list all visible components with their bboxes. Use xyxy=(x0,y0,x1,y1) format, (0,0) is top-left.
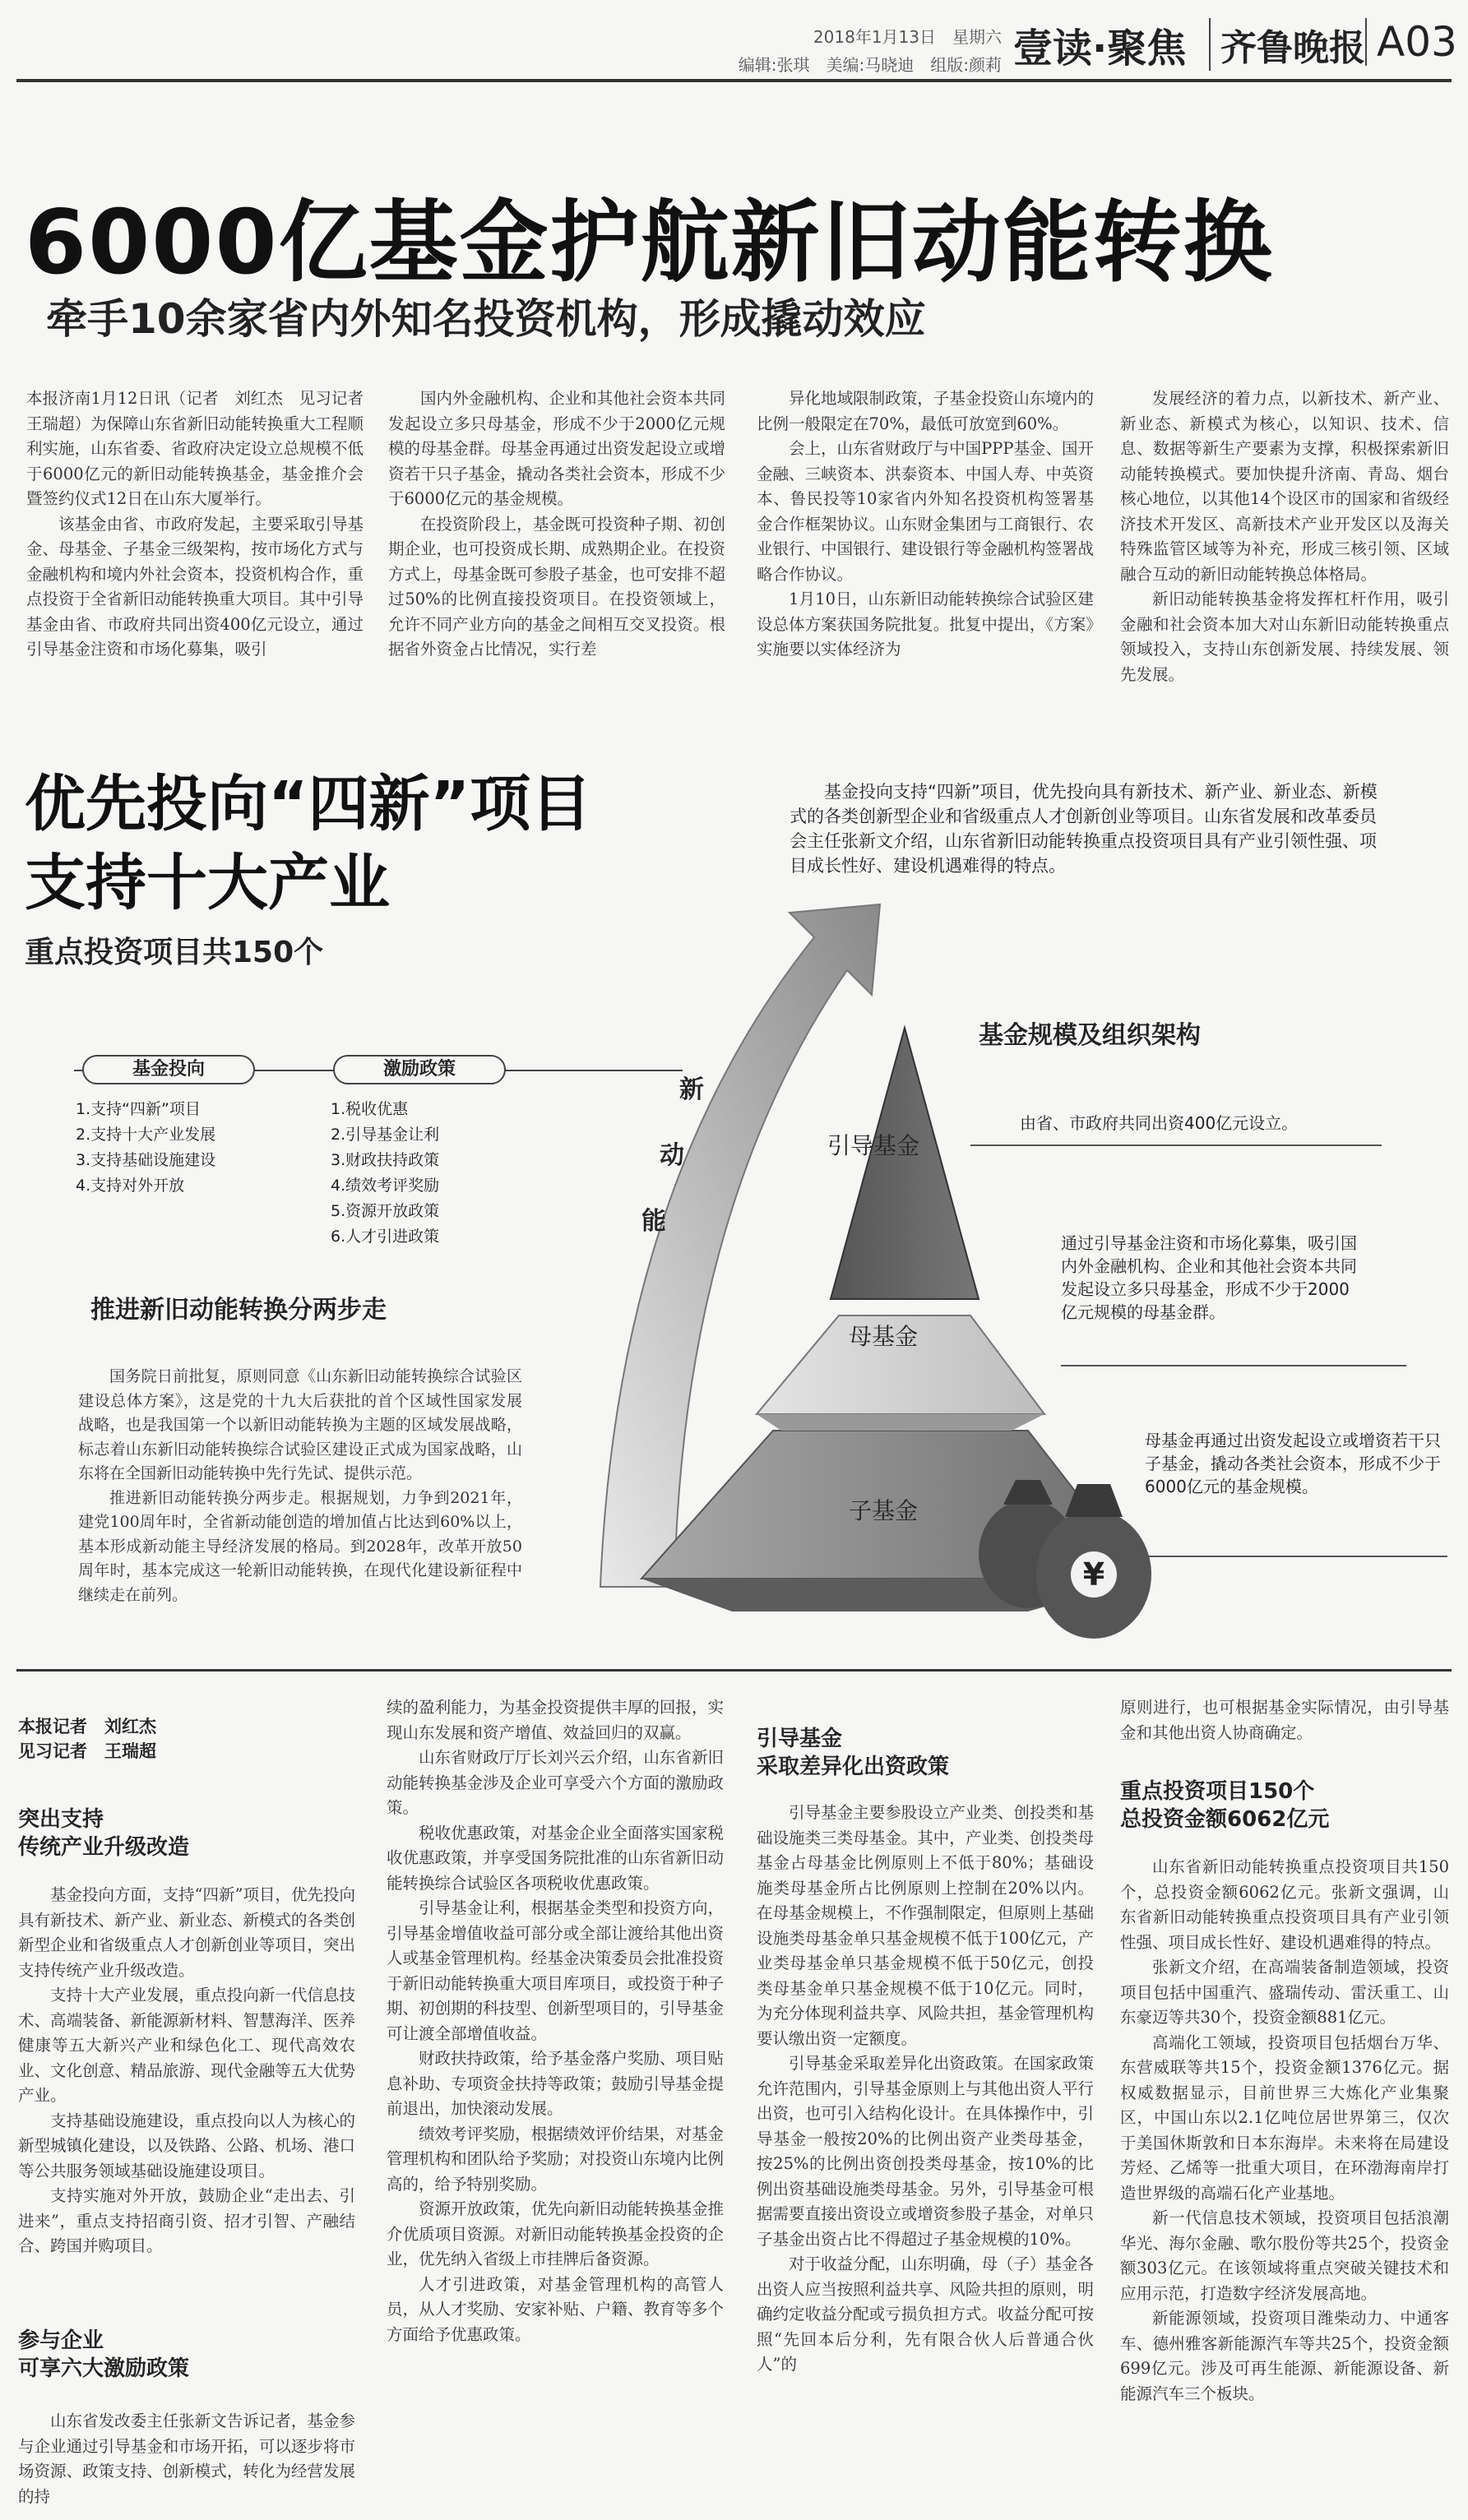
subsection-heading-3 xyxy=(757,1725,1094,1781)
paragraph: 引导基金让利，根据基金类型和投资方向，引导基金增值收益可部分或全部让渡给其他出资人或基金管理机构。经基金决策委员会批准投资于新旧动能转换重大项目库项目，或投资于种子期、初创期的科技型、创新型项目的，引导基金可让渡全部增值收益。 xyxy=(387,1898,724,2043)
bottom-column-4b xyxy=(1120,1855,1449,2512)
paragraph: 支持基础设施建设，重点投向以人为核心的新型城镇化建设，以及铁路、公路、机场、港口等公共服务领域基础设施建设项目。 xyxy=(18,2111,355,2180)
list-item: 3.财政扶持政策 xyxy=(331,1151,440,1169)
paragraph: 1月10日，山东新旧动能转换综合试验区建设总体方案获国务院批复。批复中提出，《方案》实施要以实体经济为 xyxy=(757,590,1094,659)
subsection-heading-line: 可享六大激励政策 xyxy=(18,2356,190,2381)
bottom-column-4a xyxy=(1120,1695,1449,1746)
paragraph: 人才引进政策，对基金管理机构的高管人员，从人才奖励、安家补贴、户籍、教育等多个方面给予优惠政策。 xyxy=(387,2274,724,2344)
two-step-title: 推进新旧动能转换分两步走 xyxy=(90,1296,387,1325)
paragraph: 财政扶持政策，给予基金落户奖励、项目贴息补助、专项资金扶持等政策；鼓励引导基金提前退出，加快滚动发展。 xyxy=(387,2049,724,2118)
lead-column-4 xyxy=(1120,386,1449,724)
tier-desc-mother-fund: 通过引导基金注资和市场化募集，吸引国内外金融机构、企业和其他社会资本共同发起设立多只母基金，形成不少于2000亿元规模的母基金群。 xyxy=(1061,1233,1357,1322)
subsection-heading-line: 采取差异化出资政策 xyxy=(757,1755,950,1779)
header-rule xyxy=(16,79,1452,82)
paragraph: 山东省新旧动能转换重点投资项目共150个，总投资金额6062亿元。张新文强调，山东省新旧动能转换重点投资项目具有产业引领性强、项目成长性好、建设机遇难得的特点。 xyxy=(1120,1857,1449,1952)
byline-trainee: 见习记者 王瑞超 xyxy=(18,1741,156,1761)
headline: 6000亿基金护航新旧动能转换 xyxy=(25,192,1274,294)
two-step-text xyxy=(78,1365,522,1636)
byline-reporter: 本报记者 刘红杰 xyxy=(18,1717,156,1736)
section-name: 壹读·聚焦 xyxy=(1013,25,1187,72)
list-item: 4.绩效考评奖励 xyxy=(331,1177,440,1195)
paragraph: 在投资阶段上，基金既可投资种子期、初创期企业，也可投资成长期、成熟期企业。在投资方式上，母基金既可参股子基金，也可安排不超过50%的比例直接投资项目。在投资领域上，允许不同产业方向的基金之间相互交叉投资。根据省外资金占比情况，实行差 xyxy=(388,514,725,659)
tier-label-sub-fund: 子基金 xyxy=(849,1497,919,1524)
feature-intro-box: 基金投向支持“四新”项目，优先投向具有新技术、新产业、新业态、新模式的各类创新型企业和省级重点人才创新创业等项目。山东省发展和改革委员会主任张新文介绍，山东省新旧动能转换重点投资项目具有产业引领性强、项目成长性好、建设机遇难得的特点。 xyxy=(790,782,1378,876)
invest-direction-pill: 基金投向 xyxy=(82,1055,255,1084)
arrow-label-char: 动 xyxy=(660,1141,684,1170)
paragraph: 原则进行，也可根据基金实际情况，由引导基金和其他出资人协商确定。 xyxy=(1120,1698,1449,1742)
paragraph: 异化地域限制政策，子基金投资山东境内的比例一般限定在70%，最低可放宽到60%。 xyxy=(757,389,1094,433)
list-item: 6.人才引进政策 xyxy=(331,1228,440,1246)
tier-label-mother-fund: 母基金 xyxy=(849,1323,919,1350)
paragraph: 高端化工领域，投资项目包括烟台万华、东营威联等共15个，投资金额1376亿元。据权威数据显示，目前世界三大炼化产业集聚区，中国山东以2.1亿吨位居世界第三，仅次于美国休斯敦和日本东海岸。未来将在局建设芳烃、乙烯等一批重大项目，在环渤海南岸打造世界级的高端石化产业基地。 xyxy=(1120,2032,1449,2203)
paragraph: 山东省财政厅厅长刘兴云介绍，山东省新旧动能转换基金涉及企业可享受六个方面的激励政策。 xyxy=(387,1748,724,1817)
header-meta xyxy=(714,23,1002,79)
feature-title-line-1: 优先投向“四新”项目 xyxy=(25,769,592,839)
paragraph: 新能源领域，投资项目潍柴动力、中通客车、德州雅客新能源汽车等共25个，投资金额699亿元。涉及可再生能源、新能源设备、新能源汽车三个板块。 xyxy=(1120,2309,1449,2403)
bottom-column-1a xyxy=(18,1883,355,2294)
tier-desc-guide-fund: 由省、市政府共同出资400亿元设立。 xyxy=(1020,1113,1299,1133)
feature-subtitle: 重点投资项目共150个 xyxy=(25,936,324,969)
paragraph: 绩效考评奖励，根据绩效评价结果，对基金管理机构和团队给予奖励；对投资山东境内比例高的，给予特别奖励。 xyxy=(387,2124,724,2194)
lead-column-1 xyxy=(26,386,380,724)
byline xyxy=(18,1714,156,1764)
annotation-line xyxy=(970,1144,1382,1146)
lead-column-3 xyxy=(757,386,1094,724)
feature-title-line-2: 支持十大产业 xyxy=(25,848,390,918)
header-date: 2018年1月13日 星期六 xyxy=(813,27,1002,47)
tier-desc-sub-fund: 母基金再通过出资发起设立或增资若干只子基金，撬动各类社会资本，形成不少于6000亿元的基金规模。 xyxy=(1145,1431,1441,1496)
paragraph: 张新文介绍，在高端装备制造领域，投资项目包括中国重汽、盛瑞传动、雷沃重工、山东豪迈等共30个，投资金额881亿元。 xyxy=(1120,1958,1449,2027)
paragraph: 发展经济的着力点，以新技术、新产业、新业态、新模式为核心，以知识、技术、信息、数据等新生产要素为支撑，积极探索新旧动能转换模式。要加快提升济南、青岛、烟台核心地位，以其他14个设区市的国家和省级经济技术开发区、高新技术产业开发区以及海关特殊监管区域等为补充，形成三核引领、区域融合互动的新旧动能转换总体格局。 xyxy=(1120,389,1449,584)
tier-label-guide-fund: 引导基金 xyxy=(827,1132,920,1159)
paragraph: 基金投向方面，支持“四新”项目，优先投向具有新技术、新产业、新业态、新模式的各类创新型企业和省级重点人才创新创业等项目，突出支持传统产业升级改造。 xyxy=(18,1885,355,1980)
lead-column-2 xyxy=(388,386,725,724)
annotation-line xyxy=(1135,1556,1447,1557)
arrow-label-char: 新 xyxy=(679,1075,704,1104)
paragraph: 引导基金主要参股设立产业类、创投类和基础设施类三类母基金。其中，产业类、创投类母基金占母基金比例原则上不低于80%；基础设施类母基金所占比例原则上控制在20%以内。在母基金规模上，不作强制限定，但原则上基础设施类母基金单只基金规模不低于100亿元，产业类母基金单只基金规模不低于50亿元，创投类母基金单只基金规模不低于10亿元。同时，为充分体现利益共享、风险共担，基金管理机构要认缴出资一定额度。 xyxy=(757,1803,1094,2048)
paragraph: 山东省发改委主任张新文告诉记者，基金参与企业通过引导基金和市场开拓，可以逐步将市场资源、政策支持、创新模式，转化为经营发展的持 xyxy=(18,2411,355,2506)
paragraph: 会上，山东省财政厅与中国PPP基金、国开金融、三峡资本、洪泰资本、中国人寿、中英资本、鲁民投等10家省内外知名投资机构签署基金合作框架协议。山东财金集团与工商银行、农业银行、中国银行、建设银行等金融机构签署战略合作协议。 xyxy=(757,439,1094,584)
bottom-column-3 xyxy=(757,1801,1094,2512)
list-item: 1.税收优惠 xyxy=(331,1100,409,1118)
subsection-heading-line: 重点投资项目150个 xyxy=(1120,1779,1315,1804)
subsection-heading-line: 突出支持 xyxy=(18,1807,104,1832)
paragraph: 该基金由省、市政府发起，主要采取引导基金、母基金、子基金三级架构，按市场化方式与金融机构和境内外社会资本，投资机构合作，重点投资于全省新旧动能转换重大项目。其中引导基金由省、市政府共同出资400亿元设立，通过引导基金注资和市场化募集，吸引 xyxy=(26,514,364,659)
paragraph: 支持十大产业发展，重点投向新一代信息技术、高端装备、新能源新材料、智慧海洋、医养健康等五大新兴产业和绿色化工、现代高效农业、文化创意、精品旅游、现代金融等五大优势产业。 xyxy=(18,1986,355,2105)
annotation-line xyxy=(1061,1365,1406,1366)
paragraph: 引导基金采取差异化出资政策。在国家政策允许范围内，引导基金原则上与其他出资人平行出资，也可引入结构化设计。在具体操作中，引导基金一般按20%的比例出资产业类母基金，按25%的比例出资创投类母基金，按10%的比例出资基础设施类母基金。另外，引导基金可根据需要直接出资设立或增资参股子基金，对单只子基金出资占比不得超过子基金规模的10%。 xyxy=(757,2054,1094,2249)
list-item: 5.资源开放政策 xyxy=(331,1202,440,1220)
paragraph: 对于收益分配，山东明确，母（子）基金各出资人应当按照利益共享、风险共担的原则，明确约定收益分配或亏损负担方式。收益分配可按照“先回本后分利，先有限合伙人后普通合伙人”的 xyxy=(757,2254,1094,2374)
subsection-heading-line: 总投资金额6062亿元 xyxy=(1120,1807,1330,1832)
pyramid-tier-top xyxy=(831,1028,979,1299)
list-item: 2.引导基金让利 xyxy=(331,1126,440,1144)
subsection-heading-line: 传统产业升级改造 xyxy=(18,1835,190,1860)
invest-direction-list xyxy=(76,1097,322,1199)
fund-structure-title: 基金规模及组织架构 xyxy=(979,1021,1201,1050)
header-editors: 编辑:张琪 美编:马晓迪 组版:颜莉 xyxy=(738,55,1002,75)
subsection-heading-line: 引导基金 xyxy=(757,1727,843,1751)
paragraph: 税收优惠政策，对基金企业全面落实国家税收优惠政策，并享受国务院批准的山东省新旧动能转换综合试验区各项税收优惠政策。 xyxy=(387,1823,724,1893)
paragraph: 支持实施对外开放，鼓励企业“走出去、引进来”，重点支持招商引资、招才引智、产融结合、跨国并购项目。 xyxy=(18,2186,355,2255)
list-item: 4.支持对外开放 xyxy=(76,1177,185,1195)
paragraph: 续的盈利能力，为基金投资提供丰厚的回报，实现山东发展和资产增值、效益回归的双赢。 xyxy=(387,1698,724,1742)
bottom-column-1b xyxy=(18,2409,355,2512)
subsection-heading-4 xyxy=(1120,1778,1449,1833)
page-header xyxy=(0,0,1468,82)
paragraph: 新旧动能转换基金将发挥杠杆作用，吸引金融和社会资本加大对山东新旧动能转换重点领域投入，支持山东创新发展、持续发展、领先发展。 xyxy=(1120,590,1449,684)
feature-title xyxy=(25,765,591,922)
paragraph: 本报济南1月12日讯（记者 刘红杰 见习记者 王瑞超）为保障山东省新旧动能转换重大工程顺利实施，山东省委、省政府决定设立总规模不低于6000亿元的新旧动能转换基金，基金推介会暨签约仪式12日在山东大厦举行。 xyxy=(26,389,380,508)
subsection-heading-line: 参与企业 xyxy=(18,2328,104,2353)
paragraph: 国务院日前批复，原则同意《山东新旧动能转换综合试验区建设总体方案》，这是党的十九大后获批的首个区域性国家发展战略，也是我国第一个以新旧动能转换为主题的区域发展战略，标志着山东新旧动能转换综合试验区建设正式成为国家战略，山东将在全国新旧动能转换中先行先试、提供示范。 xyxy=(78,1367,522,1482)
arrow-label-char: 能 xyxy=(641,1207,666,1236)
list-item: 1.支持“四新”项目 xyxy=(76,1100,201,1118)
paragraph: 国内外金融机构、企业和其他社会资本共同发起设立多只母基金，形成不少于2000亿元规模的母基金群。母基金再通过出资发起设立或增资若干只子基金，撬动各类社会资本，形成不少于6000亿元的基金规模。 xyxy=(388,389,725,508)
list-item: 2.支持十大产业发展 xyxy=(76,1126,216,1144)
subsection-heading-2 xyxy=(18,2327,355,2383)
incentive-policy-list xyxy=(331,1097,577,1250)
subsection-heading-1 xyxy=(18,1806,355,1861)
yuan-symbol: ¥ xyxy=(1082,1556,1105,1593)
paragraph: 资源开放政策，优先向新旧动能转换基金推介优质项目资源。对新旧动能转换基金投资的企业，优先纳入省级上市挂牌后备资源。 xyxy=(387,2199,724,2268)
subheadline: 牵手10余家省内外知名投资机构，形成撬动效应 xyxy=(46,295,926,343)
paragraph: 推进新旧动能转换分两步走。根据规划，力争到2021年，建党100周年时，全省新动能创造的增加值占比达到60%以上，基本形成新动能主导经济发展的格局。到2028年，改革开放50周年时，基本完成这一轮新旧动能转换，在现代化建设新征程中继续走在前列。 xyxy=(78,1488,522,1604)
incentive-policy-pill: 激励政策 xyxy=(333,1055,506,1084)
bottom-column-2 xyxy=(387,1695,724,2512)
paragraph: 新一代信息技术领域，投资项目包括浪潮华光、海尔金融、歌尔股份等共25个，投资金额303亿元。在该领域将重点突破关键技术和应用示范，打造数字经济发展高地。 xyxy=(1120,2208,1449,2303)
section-divider xyxy=(16,1669,1452,1672)
page-number: A03 xyxy=(1365,18,1457,66)
list-item: 3.支持基础设施建设 xyxy=(76,1151,216,1169)
newspaper-logo: 齐鲁晚报 xyxy=(1209,18,1365,71)
